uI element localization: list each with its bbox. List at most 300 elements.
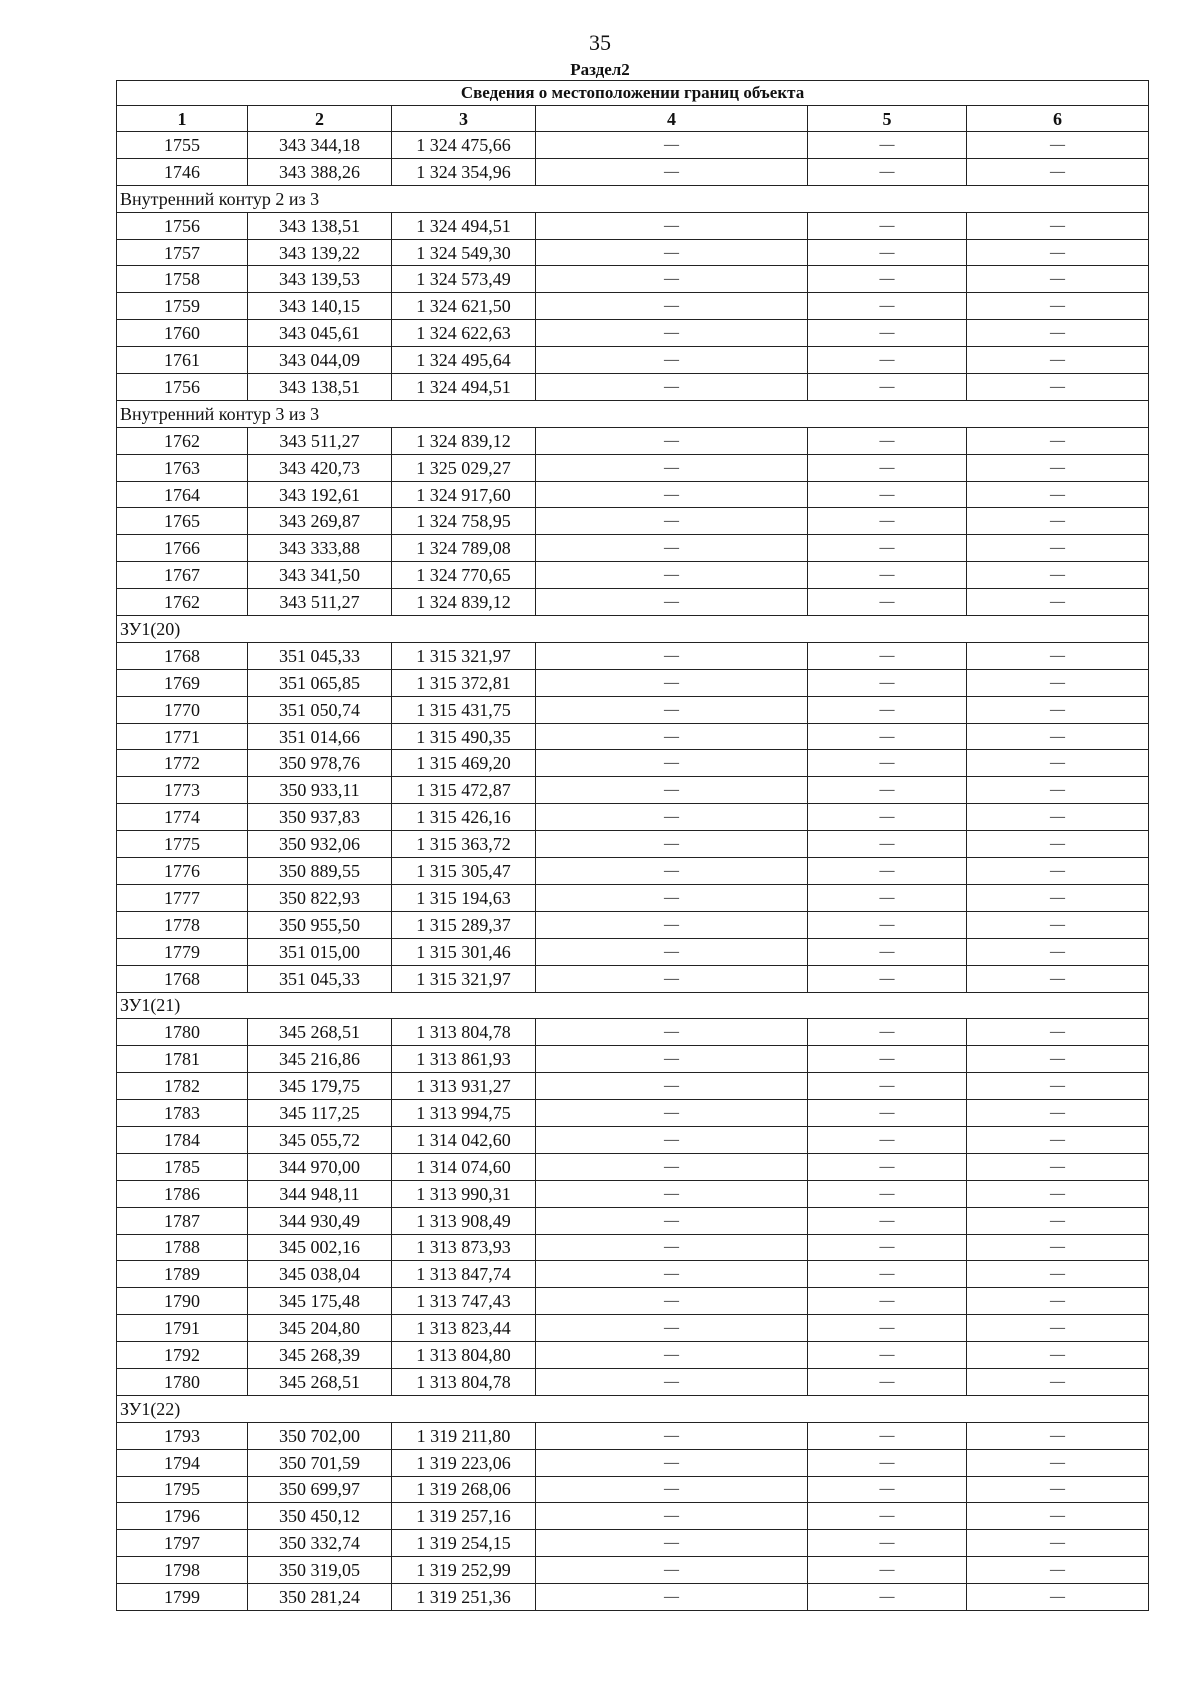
- table-row: [117, 508, 1149, 535]
- empty-value-dash: —: [967, 1557, 1149, 1584]
- coordinate-y-cell: 1 324 770,65: [392, 562, 536, 589]
- coordinate-y-cell: 1 324 549,30: [392, 239, 536, 266]
- empty-value-dash: —: [536, 1100, 808, 1127]
- table-row: [117, 239, 1149, 266]
- contour-group-label: ЗУ1(20): [117, 616, 1149, 643]
- empty-value-dash: —: [536, 884, 808, 911]
- empty-value-dash: —: [808, 1153, 967, 1180]
- empty-value-dash: —: [967, 158, 1149, 185]
- coordinate-y-cell: 1 315 469,20: [392, 750, 536, 777]
- empty-value-dash: —: [536, 1315, 808, 1342]
- point-number-cell: 1762: [117, 589, 248, 616]
- empty-value-dash: —: [967, 669, 1149, 696]
- empty-value-dash: —: [967, 347, 1149, 374]
- coordinate-x-cell: 350 937,83: [248, 804, 392, 831]
- coordinate-x-cell: 350 319,05: [248, 1557, 392, 1584]
- empty-value-dash: —: [536, 158, 808, 185]
- point-number-cell: 1778: [117, 911, 248, 938]
- point-number-cell: 1792: [117, 1342, 248, 1369]
- coordinate-x-cell: 350 701,59: [248, 1449, 392, 1476]
- empty-value-dash: —: [536, 1449, 808, 1476]
- coordinate-y-cell: 1 324 495,64: [392, 347, 536, 374]
- empty-value-dash: —: [967, 642, 1149, 669]
- coordinate-x-cell: 350 822,93: [248, 884, 392, 911]
- boundary-coordinates-table: [116, 80, 1149, 1611]
- coordinate-y-cell: 1 313 747,43: [392, 1288, 536, 1315]
- coordinate-y-cell: 1 315 363,72: [392, 831, 536, 858]
- contour-group-label: ЗУ1(22): [117, 1395, 1149, 1422]
- coordinate-x-cell: 343 269,87: [248, 508, 392, 535]
- empty-value-dash: —: [536, 1503, 808, 1530]
- coordinate-y-cell: 1 324 622,63: [392, 320, 536, 347]
- coordinate-y-cell: 1 313 804,78: [392, 1019, 536, 1046]
- point-number-cell: 1788: [117, 1234, 248, 1261]
- empty-value-dash: —: [808, 158, 967, 185]
- point-number-cell: 1770: [117, 696, 248, 723]
- point-number-cell: 1793: [117, 1422, 248, 1449]
- table-row: [117, 1180, 1149, 1207]
- point-number-cell: 1768: [117, 642, 248, 669]
- coordinate-x-cell: 350 450,12: [248, 1503, 392, 1530]
- empty-value-dash: —: [536, 1342, 808, 1369]
- empty-value-dash: —: [536, 696, 808, 723]
- table-row: [117, 696, 1149, 723]
- point-number-cell: 1785: [117, 1153, 248, 1180]
- empty-value-dash: —: [808, 266, 967, 293]
- point-number-cell: 1781: [117, 1046, 248, 1073]
- empty-value-dash: —: [967, 750, 1149, 777]
- empty-value-dash: —: [967, 938, 1149, 965]
- empty-value-dash: —: [967, 1476, 1149, 1503]
- coordinate-y-cell: 1 319 252,99: [392, 1557, 536, 1584]
- empty-value-dash: —: [808, 427, 967, 454]
- empty-value-dash: —: [808, 642, 967, 669]
- table-row: [117, 1584, 1149, 1611]
- point-number-cell: 1767: [117, 562, 248, 589]
- point-number-cell: 1759: [117, 293, 248, 320]
- point-number-cell: 1777: [117, 884, 248, 911]
- empty-value-dash: —: [967, 508, 1149, 535]
- coordinate-x-cell: 343 388,26: [248, 158, 392, 185]
- empty-value-dash: —: [536, 1180, 808, 1207]
- point-number-cell: 1775: [117, 831, 248, 858]
- table-body: [117, 81, 1149, 1611]
- point-number-cell: 1760: [117, 320, 248, 347]
- empty-value-dash: —: [967, 1207, 1149, 1234]
- coordinate-y-cell: 1 313 990,31: [392, 1180, 536, 1207]
- empty-value-dash: —: [536, 535, 808, 562]
- empty-value-dash: —: [536, 266, 808, 293]
- empty-value-dash: —: [967, 1046, 1149, 1073]
- empty-value-dash: —: [808, 1368, 967, 1395]
- empty-value-dash: —: [536, 1422, 808, 1449]
- table-caption-row: [117, 81, 1149, 106]
- page-number: 35: [589, 30, 611, 55]
- table-row: [117, 347, 1149, 374]
- table-row: [117, 1557, 1149, 1584]
- table-row: [117, 1207, 1149, 1234]
- empty-value-dash: —: [536, 562, 808, 589]
- empty-value-dash: —: [967, 454, 1149, 481]
- table-row: [117, 374, 1149, 401]
- empty-value-dash: —: [808, 1342, 967, 1369]
- coordinate-y-cell: 1 324 494,51: [392, 374, 536, 401]
- empty-value-dash: —: [536, 1126, 808, 1153]
- coordinate-x-cell: 351 045,33: [248, 965, 392, 992]
- empty-value-dash: —: [536, 1019, 808, 1046]
- empty-value-dash: —: [808, 508, 967, 535]
- empty-value-dash: —: [808, 535, 967, 562]
- empty-value-dash: —: [536, 1207, 808, 1234]
- empty-value-dash: —: [808, 1476, 967, 1503]
- table-row: [117, 1019, 1149, 1046]
- empty-value-dash: —: [808, 938, 967, 965]
- empty-value-dash: —: [536, 1261, 808, 1288]
- table-row: [117, 884, 1149, 911]
- point-number-cell: 1765: [117, 508, 248, 535]
- coordinate-x-cell: 343 138,51: [248, 212, 392, 239]
- table-row: [117, 1261, 1149, 1288]
- coordinate-x-cell: 345 038,04: [248, 1261, 392, 1288]
- empty-value-dash: —: [536, 1368, 808, 1395]
- point-number-cell: 1771: [117, 723, 248, 750]
- table-row: [117, 1126, 1149, 1153]
- empty-value-dash: —: [967, 239, 1149, 266]
- empty-value-dash: —: [967, 911, 1149, 938]
- empty-value-dash: —: [808, 1422, 967, 1449]
- coordinate-y-cell: 1 313 908,49: [392, 1207, 536, 1234]
- coordinate-y-cell: 1 324 917,60: [392, 481, 536, 508]
- table-caption: Сведения о местоположении границ объекта: [117, 81, 1149, 106]
- point-number-cell: 1774: [117, 804, 248, 831]
- empty-value-dash: —: [808, 1530, 967, 1557]
- empty-value-dash: —: [536, 1557, 808, 1584]
- contour-group-row: [117, 185, 1149, 212]
- empty-value-dash: —: [967, 1073, 1149, 1100]
- empty-value-dash: —: [808, 1449, 967, 1476]
- point-number-cell: 1799: [117, 1584, 248, 1611]
- coordinate-x-cell: 345 002,16: [248, 1234, 392, 1261]
- empty-value-dash: —: [967, 1368, 1149, 1395]
- table-row: [117, 132, 1149, 159]
- empty-value-dash: —: [967, 1449, 1149, 1476]
- coordinate-y-cell: 1 319 257,16: [392, 1503, 536, 1530]
- empty-value-dash: —: [536, 427, 808, 454]
- empty-value-dash: —: [536, 1073, 808, 1100]
- table-row: [117, 1422, 1149, 1449]
- empty-value-dash: —: [967, 589, 1149, 616]
- empty-value-dash: —: [967, 723, 1149, 750]
- empty-value-dash: —: [536, 1476, 808, 1503]
- empty-value-dash: —: [967, 777, 1149, 804]
- coordinate-x-cell: 350 889,55: [248, 858, 392, 885]
- point-number-cell: 1772: [117, 750, 248, 777]
- coordinate-x-cell: 345 268,51: [248, 1019, 392, 1046]
- empty-value-dash: —: [536, 374, 808, 401]
- empty-value-dash: —: [536, 750, 808, 777]
- coordinate-y-cell: 1 315 301,46: [392, 938, 536, 965]
- table-row: [117, 1046, 1149, 1073]
- empty-value-dash: —: [808, 562, 967, 589]
- table-row: [117, 320, 1149, 347]
- coordinate-y-cell: 1 319 211,80: [392, 1422, 536, 1449]
- empty-value-dash: —: [536, 1288, 808, 1315]
- empty-value-dash: —: [808, 777, 967, 804]
- empty-value-dash: —: [808, 696, 967, 723]
- empty-value-dash: —: [536, 938, 808, 965]
- empty-value-dash: —: [536, 481, 808, 508]
- table-row: [117, 911, 1149, 938]
- coordinate-y-cell: 1 313 804,78: [392, 1368, 536, 1395]
- empty-value-dash: —: [536, 1530, 808, 1557]
- empty-value-dash: —: [536, 777, 808, 804]
- empty-value-dash: —: [967, 1126, 1149, 1153]
- point-number-cell: 1780: [117, 1019, 248, 1046]
- coordinate-y-cell: 1 313 804,80: [392, 1342, 536, 1369]
- coordinate-y-cell: 1 324 789,08: [392, 535, 536, 562]
- empty-value-dash: —: [808, 1073, 967, 1100]
- empty-value-dash: —: [536, 320, 808, 347]
- empty-value-dash: —: [967, 1315, 1149, 1342]
- coordinate-y-cell: 1 315 289,37: [392, 911, 536, 938]
- empty-value-dash: —: [967, 696, 1149, 723]
- table-row: [117, 1368, 1149, 1395]
- table-row: [117, 535, 1149, 562]
- coordinate-x-cell: 344 930,49: [248, 1207, 392, 1234]
- coordinate-y-cell: 1 315 194,63: [392, 884, 536, 911]
- coordinate-x-cell: 343 511,27: [248, 589, 392, 616]
- empty-value-dash: —: [808, 669, 967, 696]
- point-number-cell: 1780: [117, 1368, 248, 1395]
- contour-group-row: [117, 616, 1149, 643]
- empty-value-dash: —: [967, 1234, 1149, 1261]
- coordinate-x-cell: 343 044,09: [248, 347, 392, 374]
- coordinate-y-cell: 1 324 494,51: [392, 212, 536, 239]
- table-row: [117, 1100, 1149, 1127]
- column-header-3: 3: [392, 106, 536, 132]
- coordinate-y-cell: 1 324 839,12: [392, 589, 536, 616]
- coordinate-x-cell: 343 420,73: [248, 454, 392, 481]
- point-number-cell: 1761: [117, 347, 248, 374]
- coordinate-y-cell: 1 315 426,16: [392, 804, 536, 831]
- table-row: [117, 858, 1149, 885]
- empty-value-dash: —: [967, 535, 1149, 562]
- coordinate-y-cell: 1 315 431,75: [392, 696, 536, 723]
- coordinate-y-cell: 1 319 254,15: [392, 1530, 536, 1557]
- point-number-cell: 1789: [117, 1261, 248, 1288]
- empty-value-dash: —: [536, 508, 808, 535]
- empty-value-dash: —: [536, 1153, 808, 1180]
- empty-value-dash: —: [808, 884, 967, 911]
- point-number-cell: 1746: [117, 158, 248, 185]
- contour-group-label: Внутренний контур 3 из 3: [117, 400, 1149, 427]
- empty-value-dash: —: [967, 1019, 1149, 1046]
- point-number-cell: 1762: [117, 427, 248, 454]
- point-number-cell: 1791: [117, 1315, 248, 1342]
- empty-value-dash: —: [808, 1234, 967, 1261]
- coordinate-x-cell: 345 204,80: [248, 1315, 392, 1342]
- coordinate-x-cell: 345 268,39: [248, 1342, 392, 1369]
- table-row: [117, 1073, 1149, 1100]
- empty-value-dash: —: [536, 1234, 808, 1261]
- point-number-cell: 1798: [117, 1557, 248, 1584]
- table-row: [117, 1342, 1149, 1369]
- empty-value-dash: —: [536, 831, 808, 858]
- empty-value-dash: —: [808, 239, 967, 266]
- table-row: [117, 1315, 1149, 1342]
- column-header-1: 1: [117, 106, 248, 132]
- empty-value-dash: —: [967, 1503, 1149, 1530]
- coordinate-x-cell: 343 333,88: [248, 535, 392, 562]
- point-number-cell: 1768: [117, 965, 248, 992]
- point-number-cell: 1795: [117, 1476, 248, 1503]
- table-row: [117, 642, 1149, 669]
- column-header-2: 2: [248, 106, 392, 132]
- empty-value-dash: —: [808, 1180, 967, 1207]
- empty-value-dash: —: [536, 804, 808, 831]
- coordinate-y-cell: 1 324 573,49: [392, 266, 536, 293]
- empty-value-dash: —: [808, 1019, 967, 1046]
- empty-value-dash: —: [808, 804, 967, 831]
- coordinate-y-cell: 1 319 223,06: [392, 1449, 536, 1476]
- table-row: [117, 1288, 1149, 1315]
- point-number-cell: 1797: [117, 1530, 248, 1557]
- section-title: Раздел2: [570, 60, 630, 79]
- empty-value-dash: —: [536, 911, 808, 938]
- coordinate-y-cell: 1 324 839,12: [392, 427, 536, 454]
- table-row: [117, 831, 1149, 858]
- empty-value-dash: —: [967, 212, 1149, 239]
- coordinate-y-cell: 1 313 873,93: [392, 1234, 536, 1261]
- table-row: [117, 1476, 1149, 1503]
- column-header-6: 6: [967, 106, 1149, 132]
- point-number-cell: 1790: [117, 1288, 248, 1315]
- table-row: [117, 454, 1149, 481]
- column-header-4: 4: [536, 106, 808, 132]
- table-row: [117, 1530, 1149, 1557]
- empty-value-dash: —: [967, 1153, 1149, 1180]
- coordinate-x-cell: 351 065,85: [248, 669, 392, 696]
- table-row: [117, 1234, 1149, 1261]
- coordinate-x-cell: 343 138,51: [248, 374, 392, 401]
- table-row: [117, 1449, 1149, 1476]
- coordinate-x-cell: 344 970,00: [248, 1153, 392, 1180]
- empty-value-dash: —: [808, 347, 967, 374]
- empty-value-dash: —: [808, 481, 967, 508]
- table-row: [117, 965, 1149, 992]
- table-row: [117, 1503, 1149, 1530]
- coordinate-x-cell: 343 341,50: [248, 562, 392, 589]
- point-number-cell: 1757: [117, 239, 248, 266]
- empty-value-dash: —: [967, 1100, 1149, 1127]
- coordinate-y-cell: 1 319 251,36: [392, 1584, 536, 1611]
- table-header-row: [117, 106, 1149, 132]
- contour-group-label: ЗУ1(21): [117, 992, 1149, 1019]
- empty-value-dash: —: [808, 1261, 967, 1288]
- empty-value-dash: —: [536, 965, 808, 992]
- empty-value-dash: —: [967, 831, 1149, 858]
- empty-value-dash: —: [967, 1584, 1149, 1611]
- empty-value-dash: —: [808, 723, 967, 750]
- point-number-cell: 1763: [117, 454, 248, 481]
- empty-value-dash: —: [967, 965, 1149, 992]
- empty-value-dash: —: [967, 374, 1149, 401]
- empty-value-dash: —: [967, 1261, 1149, 1288]
- contour-group-row: [117, 400, 1149, 427]
- coordinate-x-cell: 345 179,75: [248, 1073, 392, 1100]
- contour-group-row: [117, 1395, 1149, 1422]
- empty-value-dash: —: [808, 132, 967, 159]
- empty-value-dash: —: [967, 1342, 1149, 1369]
- table-row: [117, 777, 1149, 804]
- coordinate-y-cell: 1 313 931,27: [392, 1073, 536, 1100]
- table-row: [117, 1153, 1149, 1180]
- point-number-cell: 1783: [117, 1100, 248, 1127]
- empty-value-dash: —: [536, 1046, 808, 1073]
- empty-value-dash: —: [808, 293, 967, 320]
- coordinate-x-cell: 351 045,33: [248, 642, 392, 669]
- coordinate-y-cell: 1 315 321,97: [392, 642, 536, 669]
- point-number-cell: 1758: [117, 266, 248, 293]
- point-number-cell: 1794: [117, 1449, 248, 1476]
- table-row: [117, 562, 1149, 589]
- table-row: [117, 481, 1149, 508]
- coordinate-x-cell: 345 175,48: [248, 1288, 392, 1315]
- coordinate-x-cell: 343 139,22: [248, 239, 392, 266]
- coordinate-x-cell: 350 332,74: [248, 1530, 392, 1557]
- point-number-cell: 1766: [117, 535, 248, 562]
- coordinate-y-cell: 1 313 994,75: [392, 1100, 536, 1127]
- empty-value-dash: —: [967, 562, 1149, 589]
- coordinate-y-cell: 1 313 823,44: [392, 1315, 536, 1342]
- coordinate-x-cell: 351 014,66: [248, 723, 392, 750]
- point-number-cell: 1755: [117, 132, 248, 159]
- coordinate-y-cell: 1 314 074,60: [392, 1153, 536, 1180]
- point-number-cell: 1782: [117, 1073, 248, 1100]
- coordinate-y-cell: 1 315 372,81: [392, 669, 536, 696]
- empty-value-dash: —: [808, 1584, 967, 1611]
- empty-value-dash: —: [808, 1315, 967, 1342]
- coordinate-x-cell: 343 140,15: [248, 293, 392, 320]
- empty-value-dash: —: [808, 589, 967, 616]
- empty-value-dash: —: [808, 858, 967, 885]
- table-row: [117, 266, 1149, 293]
- point-number-cell: 1779: [117, 938, 248, 965]
- empty-value-dash: —: [808, 1557, 967, 1584]
- empty-value-dash: —: [808, 1207, 967, 1234]
- empty-value-dash: —: [808, 1126, 967, 1153]
- point-number-cell: 1769: [117, 669, 248, 696]
- empty-value-dash: —: [808, 374, 967, 401]
- coordinate-x-cell: 350 955,50: [248, 911, 392, 938]
- coordinate-x-cell: 345 117,25: [248, 1100, 392, 1127]
- empty-value-dash: —: [808, 965, 967, 992]
- coordinate-x-cell: 350 932,06: [248, 831, 392, 858]
- table-row: [117, 750, 1149, 777]
- coordinate-y-cell: 1 319 268,06: [392, 1476, 536, 1503]
- empty-value-dash: —: [808, 831, 967, 858]
- empty-value-dash: —: [536, 858, 808, 885]
- empty-value-dash: —: [536, 454, 808, 481]
- table-row: [117, 723, 1149, 750]
- coordinate-y-cell: 1 324 621,50: [392, 293, 536, 320]
- table-row: [117, 212, 1149, 239]
- empty-value-dash: —: [808, 750, 967, 777]
- coordinate-y-cell: 1 313 861,93: [392, 1046, 536, 1073]
- point-number-cell: 1784: [117, 1126, 248, 1153]
- empty-value-dash: —: [536, 589, 808, 616]
- empty-value-dash: —: [536, 347, 808, 374]
